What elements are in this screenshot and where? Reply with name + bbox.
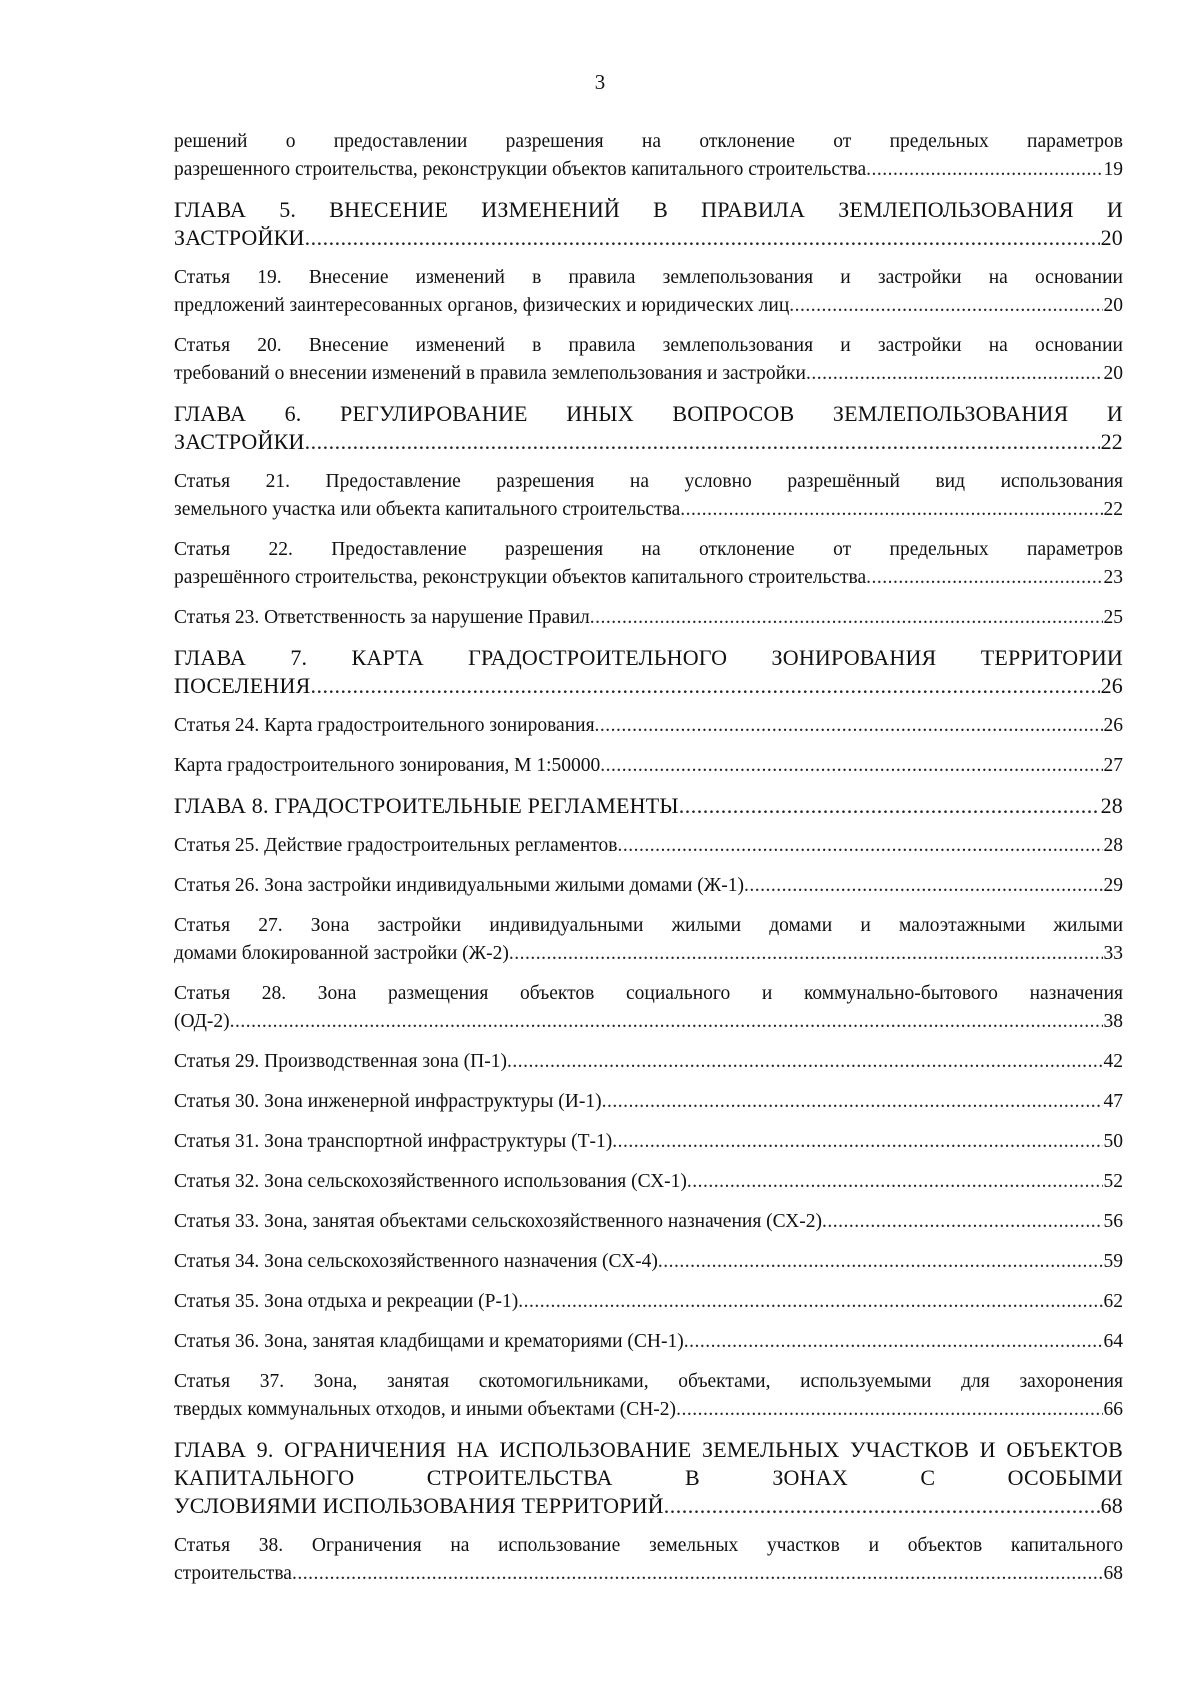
toc-page-number: 68 bbox=[1103, 1563, 1123, 1584]
dot-leader bbox=[806, 360, 1103, 388]
toc-page-number: 47 bbox=[1103, 1091, 1123, 1112]
toc-page-number: 28 bbox=[1103, 835, 1123, 856]
toc-page-number: 22 bbox=[1103, 499, 1123, 520]
toc-entry-text: ГЛАВА 7. КАРТА ГРАДОСТРОИТЕЛЬНОГО ЗОНИРОВАНИЯ ТЕРРИТОРИИ bbox=[174, 645, 1123, 670]
toc-page-number: 42 bbox=[1103, 1051, 1123, 1072]
toc-entry[interactable] bbox=[174, 1208, 1123, 1236]
toc-entry-line bbox=[174, 1208, 1123, 1236]
toc-entry[interactable] bbox=[174, 536, 1123, 592]
toc-chapter-entry[interactable] bbox=[174, 792, 1123, 820]
toc-entry-text: ГЛАВА 9. ОГРАНИЧЕНИЯ НА ИСПОЛЬЗОВАНИЕ ЗЕМЕЛЬНЫХ УЧАСТКОВ И ОБЪЕКТОВ КАПИТАЛЬНОГО СТРОИТЕЛЬСТВА В ЗОНАХ С ОСОБЫМИ bbox=[174, 1437, 1123, 1490]
dot-leader bbox=[789, 292, 1102, 320]
toc-page-number: 28 bbox=[1100, 793, 1123, 818]
toc-entry-line bbox=[174, 940, 1123, 968]
toc-chapter-entry[interactable] bbox=[174, 400, 1123, 456]
toc-entry-line bbox=[174, 1396, 1123, 1424]
dot-leader bbox=[292, 1560, 1103, 1588]
dot-leader bbox=[822, 1208, 1103, 1236]
toc-page-number: 20 bbox=[1103, 295, 1123, 316]
toc-entry-line bbox=[174, 604, 1123, 632]
toc-entry[interactable] bbox=[174, 832, 1123, 860]
dot-leader bbox=[595, 712, 1103, 740]
toc-page-number: 27 bbox=[1103, 755, 1123, 776]
toc-entry-line bbox=[174, 1288, 1123, 1316]
toc-entry[interactable] bbox=[174, 980, 1123, 1036]
toc-entry-line bbox=[174, 292, 1123, 320]
toc-chapter-entry[interactable] bbox=[174, 1436, 1123, 1520]
toc-entry-line bbox=[174, 872, 1123, 900]
toc-entry[interactable] bbox=[174, 712, 1123, 740]
toc-entry-line bbox=[174, 496, 1123, 524]
toc-entry-text: решений о предоставлении разрешения на отклонение от предельных параметров bbox=[174, 131, 1123, 152]
toc-entry-title: земельного участка или объекта капитального строительства bbox=[174, 499, 681, 520]
dot-leader bbox=[680, 496, 1102, 524]
toc-entry-text: Статья 22. Предоставление разрешения на отклонение от предельных параметров bbox=[174, 539, 1123, 560]
dot-leader bbox=[866, 156, 1102, 184]
dot-leader bbox=[658, 1248, 1103, 1276]
toc-entry[interactable] bbox=[174, 1288, 1123, 1316]
toc-page-number: 26 bbox=[1103, 715, 1123, 736]
dot-leader bbox=[617, 832, 1102, 860]
toc-entry-line bbox=[174, 752, 1123, 780]
toc-entry[interactable] bbox=[174, 264, 1123, 320]
dot-leader bbox=[602, 1088, 1103, 1116]
dot-leader bbox=[590, 604, 1103, 632]
toc-entry[interactable] bbox=[174, 872, 1123, 900]
toc-entry-line bbox=[174, 1560, 1123, 1588]
toc-entry-title: Статья 24. Карта градостроительного зонирования bbox=[174, 715, 595, 736]
toc-entry-line bbox=[174, 792, 1123, 820]
toc-page-number: 38 bbox=[1103, 1011, 1123, 1032]
dot-leader bbox=[679, 792, 1100, 820]
toc-page-number: 56 bbox=[1103, 1211, 1123, 1232]
toc-chapter-entry[interactable] bbox=[174, 196, 1123, 252]
toc-entry-title: строительства bbox=[174, 1563, 292, 1584]
page-number: 3 bbox=[594, 70, 606, 94]
toc-entry[interactable] bbox=[174, 752, 1123, 780]
toc-entry[interactable] bbox=[174, 1368, 1123, 1424]
toc-page-number: 68 bbox=[1100, 1493, 1123, 1518]
toc-page-number: 23 bbox=[1103, 567, 1123, 588]
toc-entry-line bbox=[174, 1088, 1123, 1116]
toc-entry-line bbox=[174, 712, 1123, 740]
toc-entry-text: ГЛАВА 5. ВНЕСЕНИЕ ИЗМЕНЕНИЙ В ПРАВИЛА ЗЕМЛЕПОЛЬЗОВАНИЯ И bbox=[174, 197, 1123, 222]
dot-leader bbox=[305, 428, 1100, 456]
toc-entry-title: ПОСЕЛЕНИЯ bbox=[174, 673, 311, 698]
toc-entry-title: разрешённого строительства, реконструкции объектов капитального строительства bbox=[174, 567, 867, 588]
toc-entry-title: ГЛАВА 8. ГРАДОСТРОИТЕЛЬНЫЕ РЕГЛАМЕНТЫ bbox=[174, 793, 679, 818]
toc-entry[interactable] bbox=[174, 912, 1123, 968]
toc-page-number: 29 bbox=[1103, 875, 1123, 896]
toc-entry-text: Статья 37. Зона, занятая скотомогильниками, объектами, используемыми для захоронения bbox=[174, 1371, 1123, 1392]
toc-entry[interactable] bbox=[174, 468, 1123, 524]
toc-page-number: 22 bbox=[1100, 429, 1123, 454]
toc-entry-line bbox=[174, 1248, 1123, 1276]
toc-page-number: 52 bbox=[1103, 1171, 1123, 1192]
toc-entry-title: предложений заинтересованных органов, физических и юридических лиц bbox=[174, 295, 790, 316]
toc-entry[interactable] bbox=[174, 332, 1123, 388]
toc-entry-title: Статья 25. Действие градостроительных регламентов bbox=[174, 835, 618, 856]
toc-entry-line bbox=[174, 1008, 1123, 1036]
toc-entry-title: Статья 30. Зона инженерной инфраструктуры (И-1) bbox=[174, 1091, 602, 1112]
toc-entry-title: ЗАСТРОЙКИ bbox=[174, 429, 305, 454]
toc-entry-title: Статья 35. Зона отдыха и рекреации (Р-1) bbox=[174, 1291, 519, 1312]
toc-entry-title: разрешенного строительства, реконструкции объектов капитального строительства bbox=[174, 159, 867, 180]
dot-leader bbox=[684, 1328, 1103, 1356]
toc-entry-title: Статья 29. Производственная зона (П-1) bbox=[174, 1051, 507, 1072]
toc-entry[interactable] bbox=[174, 1128, 1123, 1156]
toc-entry-title: домами блокированной застройки (Ж-2) bbox=[174, 943, 509, 964]
dot-leader bbox=[676, 1396, 1102, 1424]
toc-page-number: 59 bbox=[1103, 1251, 1123, 1272]
toc-entry[interactable] bbox=[174, 1048, 1123, 1076]
dot-leader bbox=[509, 940, 1103, 968]
toc-page-number: 25 bbox=[1103, 607, 1123, 628]
toc-entry[interactable] bbox=[174, 1168, 1123, 1196]
toc-entry-text: Статья 38. Ограничения на использование земельных участков и объектов капитального bbox=[174, 1535, 1123, 1556]
toc-entry-title: твердых коммунальных отходов, и иными объектами (СН-2) bbox=[174, 1399, 677, 1420]
toc-entry-title: УСЛОВИЯМИ ИСПОЛЬЗОВАНИЯ ТЕРРИТОРИЙ bbox=[174, 1493, 664, 1518]
toc-entry-line bbox=[174, 224, 1123, 252]
toc-entry-text: ГЛАВА 6. РЕГУЛИРОВАНИЕ ИНЫХ ВОПРОСОВ ЗЕМЛЕПОЛЬЗОВАНИЯ И bbox=[174, 401, 1123, 426]
toc-page-number: 50 bbox=[1103, 1131, 1123, 1152]
toc-entry-line bbox=[174, 564, 1123, 592]
dot-leader bbox=[687, 1168, 1103, 1196]
toc-entry-line bbox=[174, 360, 1123, 388]
toc-entry-title: Статья 32. Зона сельскохозяйственного использования (СХ-1) bbox=[174, 1171, 687, 1192]
dot-leader bbox=[230, 1008, 1103, 1036]
dot-leader bbox=[305, 224, 1100, 252]
toc-entry-text: Статья 21. Предоставление разрешения на условно разрешённый вид использования bbox=[174, 471, 1123, 492]
toc-entry[interactable] bbox=[174, 1328, 1123, 1356]
toc-entry[interactable] bbox=[174, 128, 1123, 184]
toc-page-number: 66 bbox=[1103, 1399, 1123, 1420]
toc-entry[interactable] bbox=[174, 1088, 1123, 1116]
toc-entry-line bbox=[174, 1168, 1123, 1196]
toc-page-number: 19 bbox=[1103, 159, 1123, 180]
toc-entry[interactable] bbox=[174, 1248, 1123, 1276]
toc-entry-text: Статья 28. Зона размещения объектов социального и коммунально-бытового назначения bbox=[174, 983, 1123, 1004]
toc-entry-title: Статья 23. Ответственность за нарушение Правил bbox=[174, 607, 590, 628]
dot-leader bbox=[612, 1128, 1102, 1156]
toc-entry-line bbox=[174, 832, 1123, 860]
toc-entry-title: ЗАСТРОЙКИ bbox=[174, 225, 305, 250]
toc-entry-title: Статья 33. Зона, занятая объектами сельскохозяйственного назначения (СХ-2) bbox=[174, 1211, 822, 1232]
toc-page-number: 20 bbox=[1100, 225, 1123, 250]
dot-leader bbox=[600, 752, 1102, 780]
toc-entry-text: Статья 20. Внесение изменений в правила землепользования и застройки на основании bbox=[174, 335, 1123, 356]
toc-entry-title: требований о внесении изменений в правила землепользования и застройки bbox=[174, 363, 806, 384]
toc-entry-title: Статья 34. Зона сельскохозяйственного назначения (СХ-4) bbox=[174, 1251, 658, 1272]
toc-entry-title: Статья 36. Зона, занятая кладбищами и крематориями (СН-1) bbox=[174, 1331, 684, 1352]
toc-entry-line bbox=[174, 1048, 1123, 1076]
dot-leader bbox=[744, 872, 1103, 900]
toc-entry-line bbox=[174, 1128, 1123, 1156]
toc-entry-text: Статья 19. Внесение изменений в правила землепользования и застройки на основании bbox=[174, 267, 1123, 288]
toc-entry-line bbox=[174, 672, 1123, 700]
toc-entry-title: Статья 26. Зона застройки индивидуальными жилыми домами (Ж-1) bbox=[174, 875, 744, 896]
toc-entry[interactable] bbox=[174, 604, 1123, 632]
toc-page-number: 33 bbox=[1103, 943, 1123, 964]
dot-leader bbox=[310, 672, 1099, 700]
toc-page-number: 62 bbox=[1103, 1291, 1123, 1312]
dot-leader bbox=[507, 1048, 1103, 1076]
toc-page-number: 64 bbox=[1103, 1331, 1123, 1352]
toc-page-number: 26 bbox=[1100, 673, 1123, 698]
toc-entry-title: Карта градостроительного зонирования, М 1:50000 bbox=[174, 755, 601, 776]
toc-entry[interactable] bbox=[174, 1532, 1123, 1588]
toc-entry-line bbox=[174, 156, 1123, 184]
toc-entry-text: Статья 27. Зона застройки индивидуальными жилыми домами и малоэтажными жилыми bbox=[174, 915, 1123, 936]
toc-page-number: 20 bbox=[1103, 363, 1123, 384]
toc-entry-line bbox=[174, 1492, 1123, 1520]
toc-entry-title: (ОД-2) bbox=[174, 1011, 230, 1032]
dot-leader bbox=[866, 564, 1102, 592]
toc-entry-line bbox=[174, 428, 1123, 456]
table-of-contents bbox=[174, 128, 1123, 1600]
dot-leader bbox=[518, 1288, 1102, 1316]
dot-leader bbox=[664, 1492, 1100, 1520]
toc-entry-line bbox=[174, 1328, 1123, 1356]
toc-entry-title: Статья 31. Зона транспортной инфраструктуры (Т-1) bbox=[174, 1131, 613, 1152]
toc-chapter-entry[interactable] bbox=[174, 644, 1123, 700]
